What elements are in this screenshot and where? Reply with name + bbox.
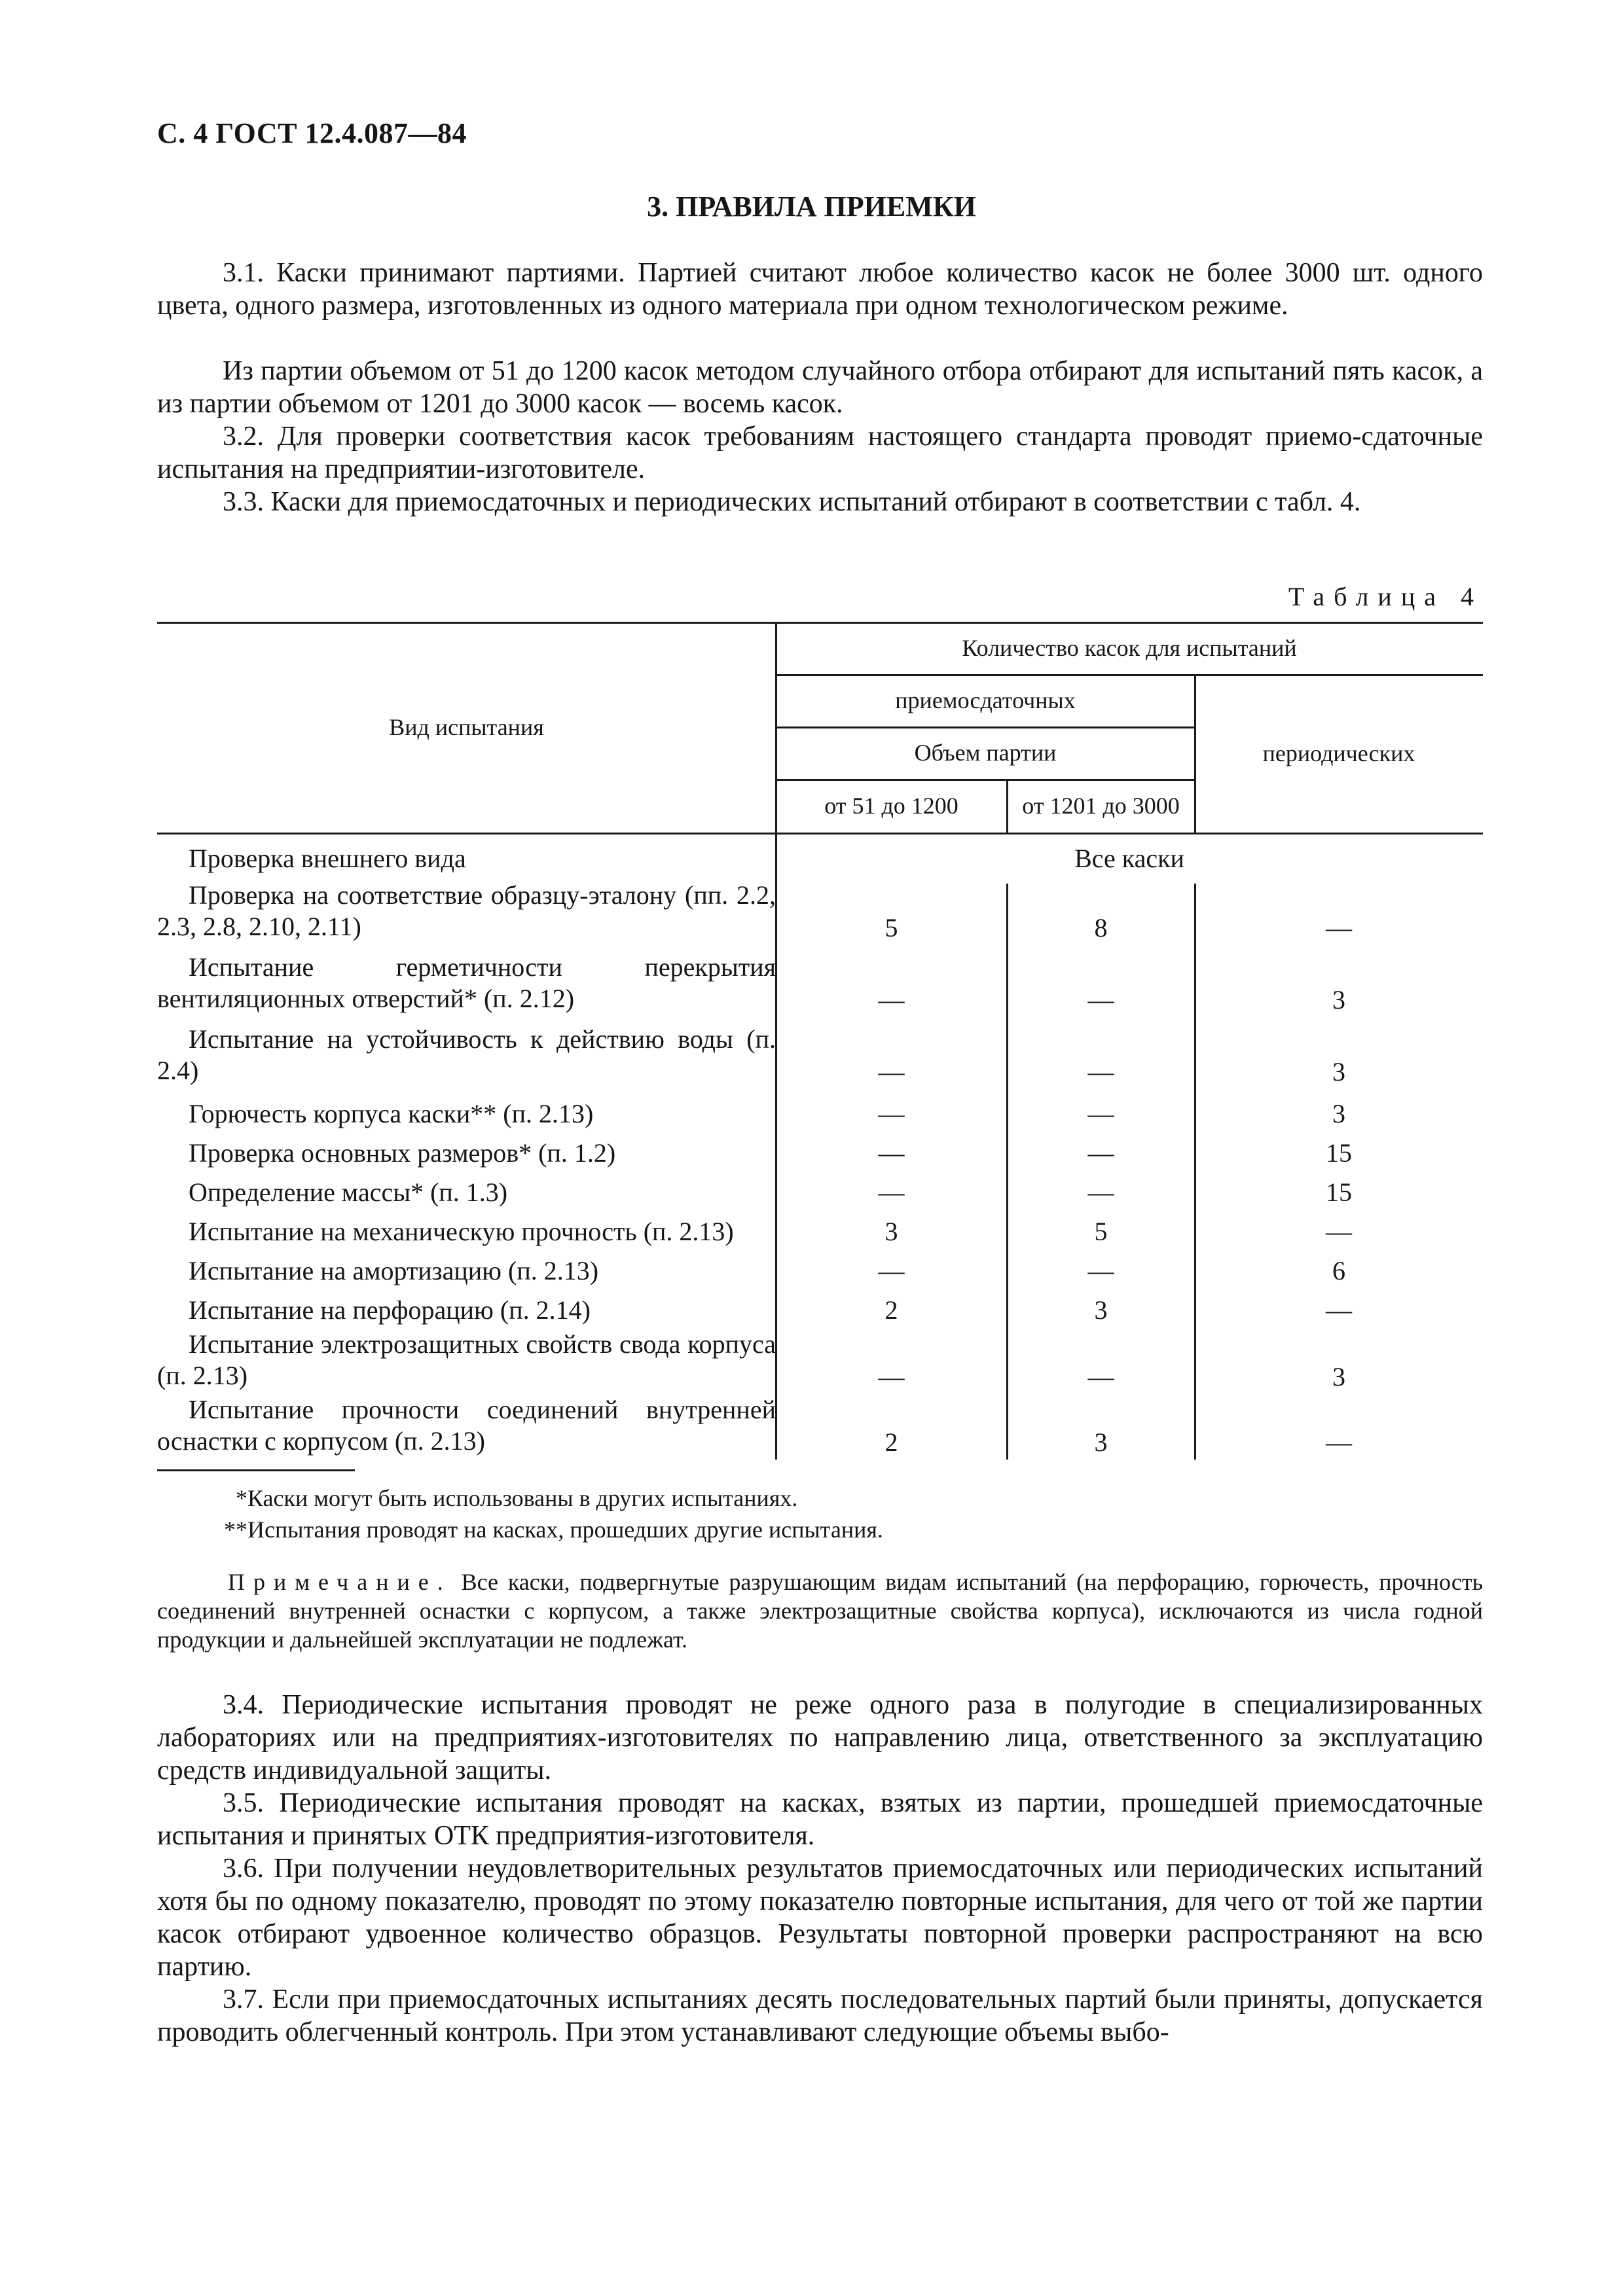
cell-value: — xyxy=(1326,1217,1352,1246)
table-row: Проверка основных размеров* (п. 1.2) xyxy=(189,1138,616,1168)
footnote-rule xyxy=(157,1469,355,1471)
cell-value: 5 xyxy=(884,913,898,942)
cell-value: — xyxy=(1087,1099,1114,1128)
header-periodic: периодических xyxy=(1262,740,1415,766)
note-text: Все каски, подвергнутые разрушающим видам испытаний (на перфорацию, горючесть, прочность соединений внутренней оснастки с корпусом, а также электрозащитные свойства корпуса), исключаются из числа годной продукции и дальнейшей эксплуатации не подлежат. xyxy=(157,1569,1483,1653)
header-range-2: от 1201 до 3000 xyxy=(1022,793,1180,819)
footnote-2: **Испытания проводят на касках, прошедших другие испытания. xyxy=(224,1516,883,1543)
cell-value: 5 xyxy=(1094,1217,1108,1246)
table-row: Испытание на амортизацию (п. 2.13) xyxy=(189,1256,599,1285)
cell-value: 6 xyxy=(1332,1256,1345,1285)
table-row: Испытание герметичности перекрытия вентиляционных отверстий* (п. 2.12) xyxy=(157,952,776,1013)
table-row: Испытание электрозащитных свойств свода корпуса (п. 2.13) xyxy=(157,1329,776,1390)
cell-value: — xyxy=(1087,1256,1114,1285)
paragraph-3-4: 3.4. Периодические испытания проводят не реже одного раза в полугодие в специализированных лабораториях или на предприятиях-изготовителях по направлению лица, ответственного за эксплуатацию средств индивидуальной защиты. xyxy=(157,1690,1483,1785)
cell-value: 3 xyxy=(1332,1057,1345,1086)
table-row: Определение массы* (п. 1.3) xyxy=(189,1177,508,1207)
cell-value: 3 xyxy=(1332,1099,1345,1128)
cell-value: 3 xyxy=(1094,1427,1108,1457)
cell-value: — xyxy=(878,1256,905,1285)
table-note xyxy=(157,1568,1483,1654)
table-row: Проверка внешнего вида xyxy=(189,844,466,873)
paragraph-3-5: 3.5. Периодические испытания проводят на касках, взятых из партии, прошедшей приемосдаточные испытания и принятых ОТК предприятия-изготовителя. xyxy=(157,1788,1483,1851)
cell-value: — xyxy=(1087,1138,1114,1168)
cell-value: — xyxy=(1087,1362,1114,1391)
cell-value: 15 xyxy=(1326,1177,1352,1207)
cell-value: 15 xyxy=(1326,1138,1352,1168)
table-caption: Таблица 4 xyxy=(1288,582,1483,611)
page-header: С. 4 ГОСТ 12.4.087—84 xyxy=(157,117,467,149)
cell-value: — xyxy=(1087,1057,1114,1086)
paragraph-3-1-cont: Из партии объемом от 51 до 1200 касок методом случайного отбора отбирают для испытаний пять касок, а из партии объемом от 1201 до 3000 касок — восемь касок. xyxy=(157,356,1483,419)
cell-value: — xyxy=(1326,1295,1352,1325)
note-label: Примечание. xyxy=(228,1569,452,1595)
header-acceptance: приемосдаточных xyxy=(895,687,1076,713)
cell-value: — xyxy=(1087,985,1114,1014)
cell-value: — xyxy=(878,1057,905,1086)
cell-value: 2 xyxy=(884,1427,898,1457)
cell-value: — xyxy=(878,1138,905,1168)
cell-value: 3 xyxy=(1332,1362,1345,1391)
cell-value: 3 xyxy=(1094,1295,1108,1325)
cell-value: — xyxy=(878,1362,905,1391)
cell-value: — xyxy=(878,1177,905,1207)
paragraph-3-1: 3.1. Каски принимают партиями. Партией считают любое количество касок не более 3000 шт. одного цвета, одного размера, изготовленных из одного материала при одном технологическом режиме. xyxy=(157,258,1483,321)
cell-value: — xyxy=(878,985,905,1014)
cell-value: 3 xyxy=(884,1217,898,1246)
all-helmets-value: Все каски xyxy=(1074,844,1184,873)
paragraph-3-2: 3.2. Для проверки соответствия касок требованиям настоящего стандарта проводят приемо-сдаточные испытания на предприятии-изготовителе. xyxy=(157,422,1483,484)
paragraph-3-7: 3.7. Если при приемосдаточных испытаниях десять последовательных партий были приняты, допускается проводить облегченный контроль. При этом устанавливают следующие объемы выбо- xyxy=(157,1984,1483,2047)
cell-value: 8 xyxy=(1094,913,1108,942)
header-batch-volume: Объем партии xyxy=(914,740,1057,766)
table-row: Горючесть корпуса каски** (п. 2.13) xyxy=(189,1099,594,1128)
cell-value: — xyxy=(1326,1427,1352,1457)
cell-value: — xyxy=(1326,913,1352,942)
header-test-type: Вид испытания xyxy=(389,714,544,740)
header-range-1: от 51 до 1200 xyxy=(824,793,958,819)
paragraph-3-6: 3.6. При получении неудовлетворительных результатов приемосдаточных или периодических испытаний хотя бы по одному показателю, проводят по этому показателю повторные испытания, для чего от той же партии касок отбирают удвоенное количество образцов. Результаты повторной проверки распространяют на всю партию. xyxy=(157,1854,1483,1982)
table-row: Испытание на устойчивость к действию воды (п. 2.4) xyxy=(157,1024,776,1085)
cell-value: — xyxy=(1087,1177,1114,1207)
table-row: Испытание прочности соединений внутренней оснастки с корпусом (п. 2.13) xyxy=(157,1395,776,1456)
cell-value: 3 xyxy=(1332,985,1345,1014)
cell-value: — xyxy=(878,1099,905,1128)
paragraph-3-3: 3.3. Каски для приемосдаточных и периодических испытаний отбирают в соответствии с табл. 4. xyxy=(223,487,1361,517)
table-row: Испытание на перфорацию (п. 2.14) xyxy=(189,1295,591,1325)
table-row: Проверка на соответствие образцу-эталону (пп. 2.2, 2.3, 2.8, 2.10, 2.11) xyxy=(157,880,776,941)
header-quantity: Количество касок для испытаний xyxy=(962,635,1297,661)
footnote-1: *Каски могут быть использованы в других испытаниях. xyxy=(236,1485,798,1511)
table-row: Испытание на механическую прочность (п. 2.13) xyxy=(189,1217,734,1246)
cell-value: 2 xyxy=(884,1295,898,1325)
test-table xyxy=(157,622,1483,1460)
section-title: 3. ПРАВИЛА ПРИЕМКИ xyxy=(647,190,976,223)
